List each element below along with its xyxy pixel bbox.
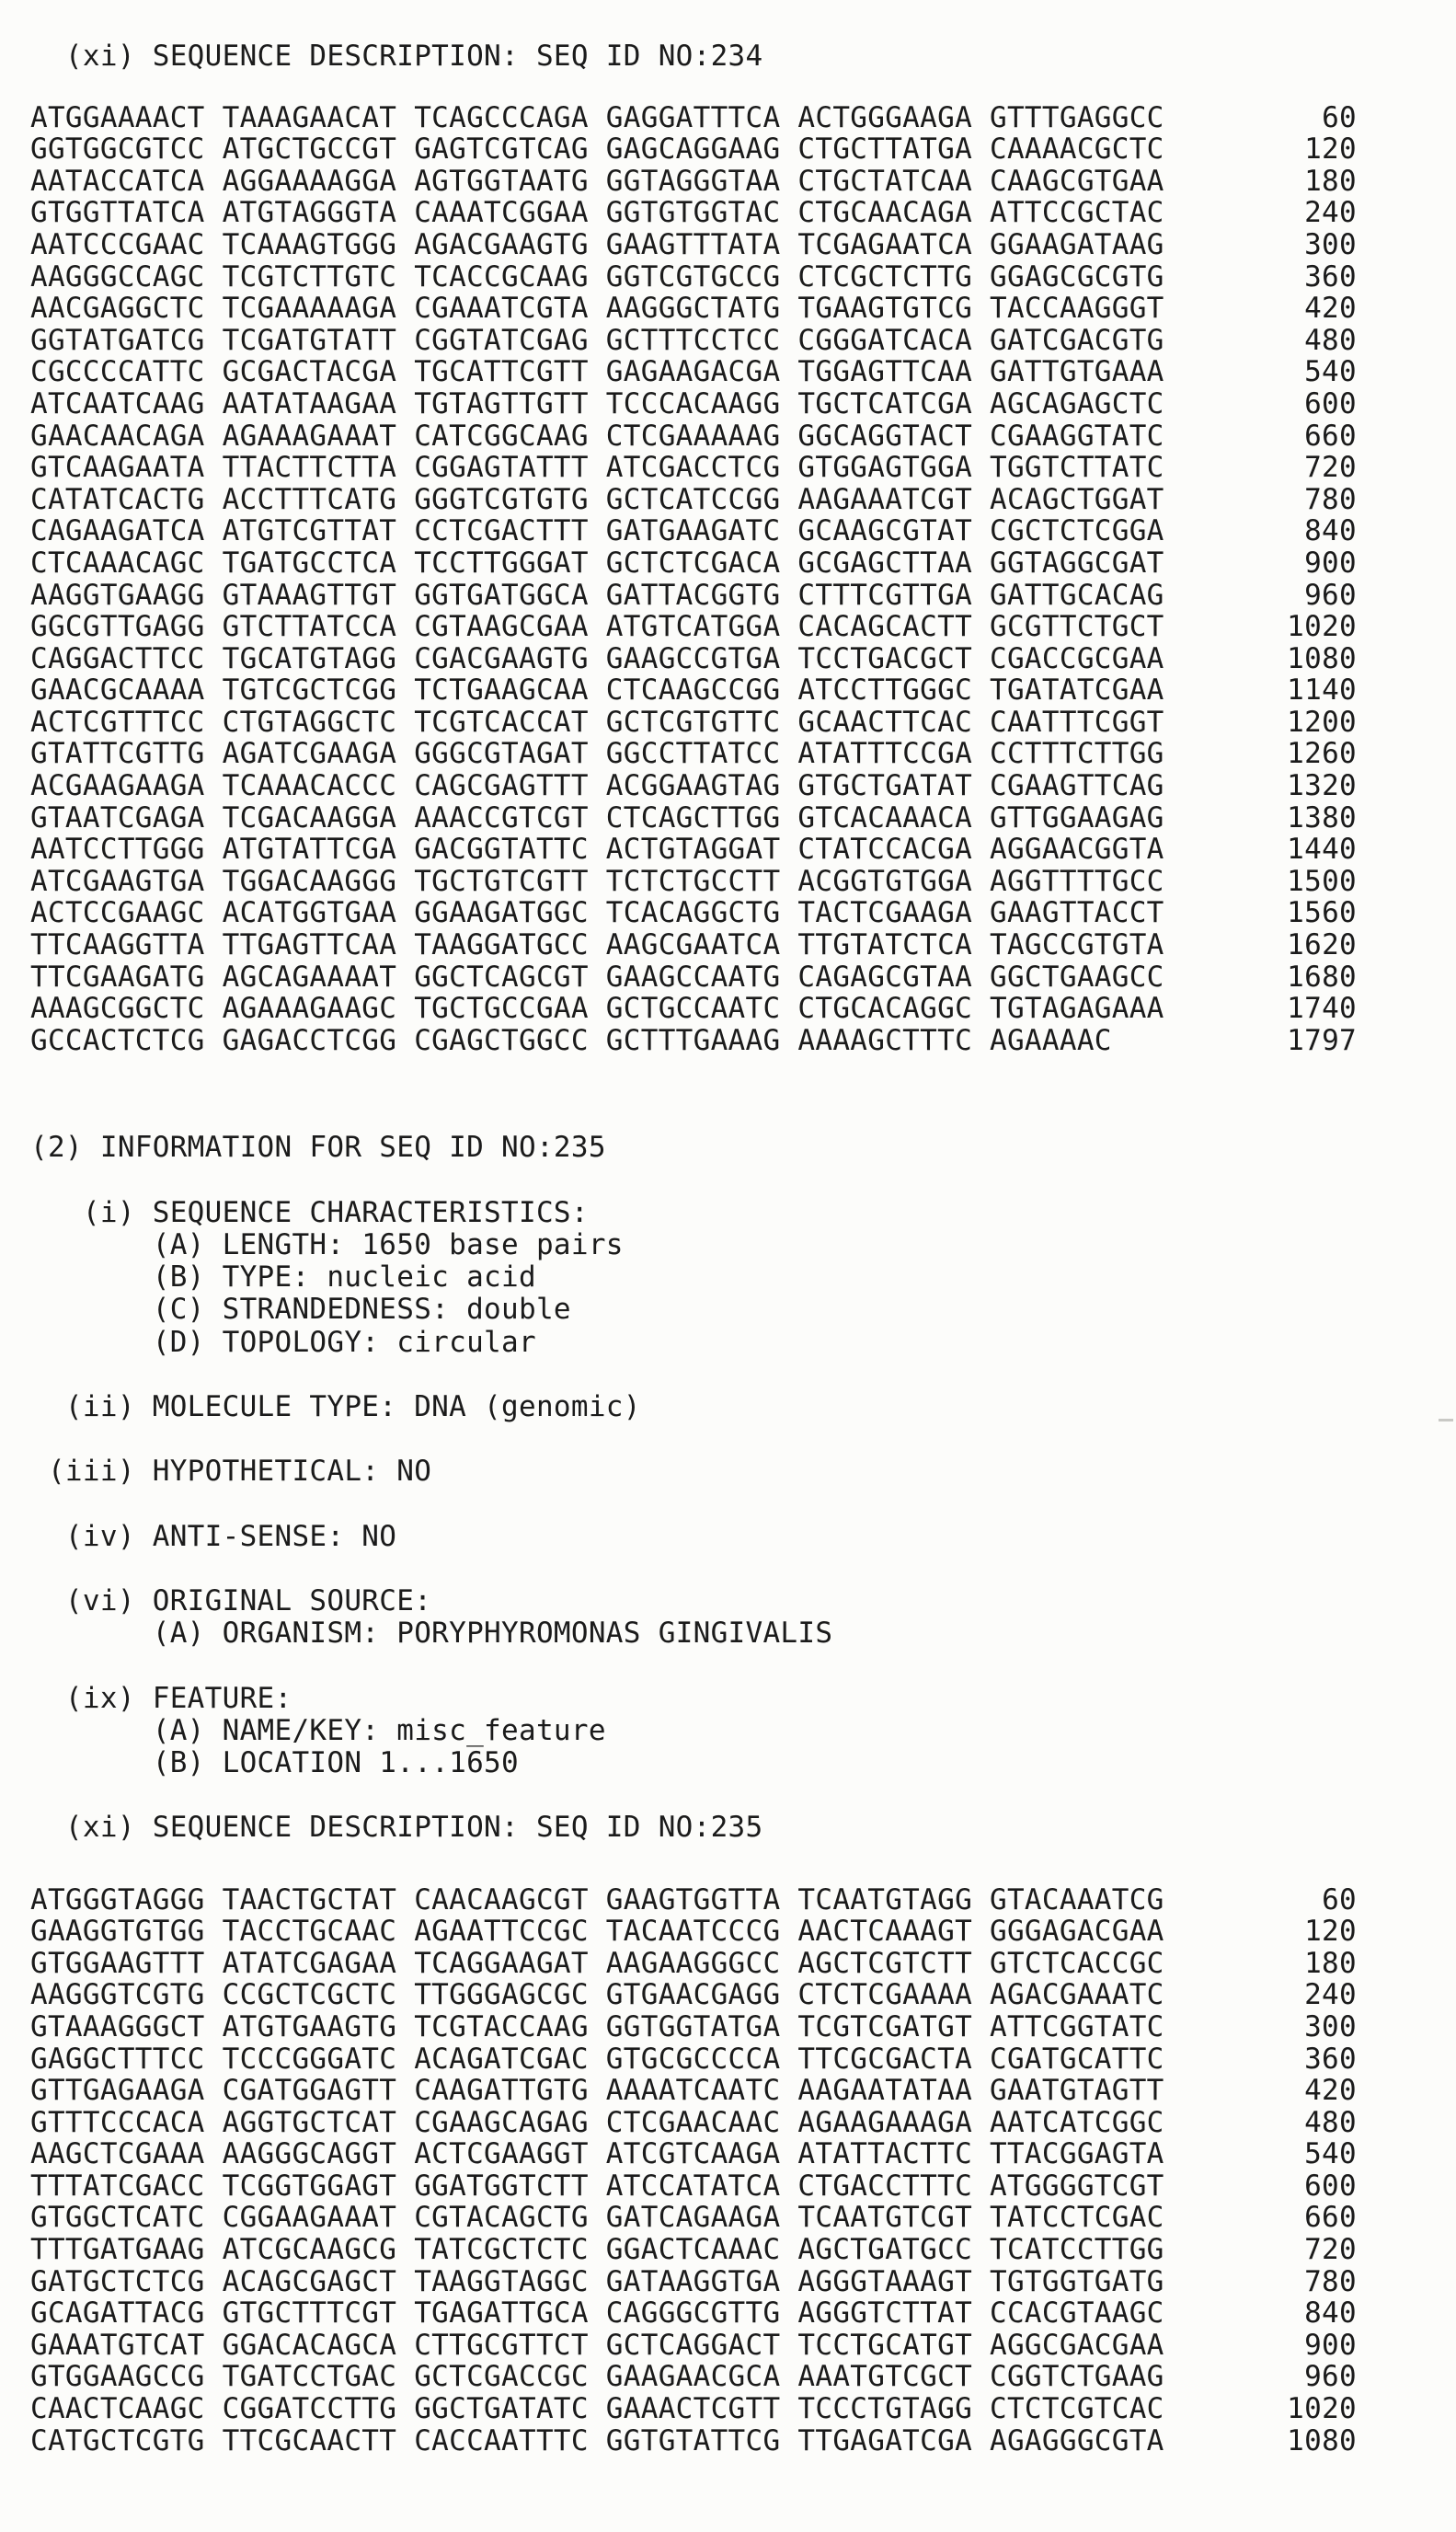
base-count: 1500 (1287, 864, 1357, 898)
sequence-bases: TTTATCGACC TCGGTGGAGT GGATGGTCTT ATCCATATCA CTGACCTTTC ATGGGGTCGT (30, 2169, 1164, 2203)
sequence-bases: TTCAAGGTTA TTGAGTTCAA TAAGGATGCC AAGCGAATCA TTGTATCTCA TAGCCGTGTA (30, 928, 1164, 962)
base-count: 240 (1304, 196, 1357, 230)
base-count: 480 (1304, 2105, 1357, 2139)
sequence-bases: GCCACTCTCG GAGACCTCGG CGAGCTGGCC GCTTTGAAAG AAAAGCTTTC AGAAAAC (30, 1023, 1112, 1057)
sequence-line (30, 197, 1357, 229)
sequence-bases: TTTGATGAAG ATCGCAAGCG TATCGCTCTC GGACTCAAAC AGCTGATGCC TCATCCTTGG (30, 2233, 1164, 2267)
info-line (30, 1553, 1357, 1585)
spacer (30, 73, 1357, 102)
sequence-line (30, 1884, 1357, 1916)
base-count: 1440 (1287, 833, 1357, 867)
sequence-line (30, 2425, 1357, 2457)
info-line (30, 1359, 1357, 1391)
sequence-line (30, 897, 1357, 929)
sequence-bases: GGCGTTGAGG GTCTTATCCA CGTAAGCGAA ATGTCATGGA CACAGCACTT GCGTTCTGCT (30, 610, 1164, 644)
base-count: 300 (1304, 227, 1357, 261)
sequence-line (30, 1025, 1357, 1057)
sequence-bases: AAGCTCGAAA AAGGGCAGGT ACTCGAAGGT ATCGTCAAGA ATATTACTTC TTACGGAGTA (30, 2137, 1164, 2171)
sequence-bases: AATACCATCA AGGAAAAGGA AGTGGTAATG GGTAGGGTAA CTGCTATCAA CAAGCGTGAA (30, 164, 1164, 198)
sequence-bases: AATCCTTGGG ATGTATTCGA GACGGTATTC ACTGTAGGAT CTATCCACGA AGGAACGGTA (30, 833, 1164, 867)
info-line: (C) STRANDEDNESS: double (30, 1293, 571, 1327)
base-count: 600 (1304, 2169, 1357, 2203)
sequence-line (30, 2075, 1357, 2107)
sequence-line (30, 707, 1357, 739)
sequence-line (30, 2393, 1357, 2425)
base-count: 1200 (1287, 705, 1357, 739)
base-count: 1560 (1287, 896, 1357, 930)
sequence-bases: GTAAAGGGCT ATGTGAAGTG TCGTACCAAG GGTGGTATGA TCGTCGATGT ATTCGGTATC (30, 2009, 1164, 2043)
base-count: 420 (1304, 292, 1357, 326)
sequence-line (30, 643, 1357, 675)
info-line: (B) TYPE: nucleic acid (30, 1260, 536, 1295)
sequence-line (30, 452, 1357, 484)
scan-artifact (1439, 1419, 1453, 1421)
sequence-bases: AAAGCGGCTC AGAAAGAAGC TGCTGCCGAA GCTGCCAATC CTGCACAGGC TGTAGAGAAA (30, 992, 1164, 1026)
sequence-bases: CAGAAGATCA ATGTCGTTAT CCTCGACTTT GATGAAGATC GCAAGCGTAT CGCTCTCGGA (30, 514, 1164, 548)
sequence-bases: ATCAATCAAG AATATAAGAA TGTAGTTGTT TCCCACAAGG TGCTCATCGA AGCAGAGCTC (30, 386, 1164, 420)
sequence-line (30, 2170, 1357, 2203)
info-line: (A) LENGTH: 1650 base pairs (30, 1227, 624, 1261)
info-line: (i) SEQUENCE CHARACTERISTICS: (30, 1195, 589, 1229)
sequence-bases: CAGGACTTCC TGCATGTAGG CGACGAAGTG GAAGCCGTGA TCCTGACGCT CGACCGCGAA (30, 641, 1164, 675)
sequence-line (30, 2011, 1357, 2043)
base-count: 660 (1304, 419, 1357, 453)
seq234-description-heading: (xi) SEQUENCE DESCRIPTION: SEQ ID NO:234 (30, 40, 763, 73)
sequence-line (30, 2361, 1357, 2393)
sequence-line (30, 388, 1357, 420)
sequence-line (30, 1948, 1357, 1980)
sequence-bases: GAAGGTGTGG TACCTGCAAC AGAATTCCGC TACAATCCCG AACTCAAAGT GGGAGACGAA (30, 1915, 1164, 1949)
sequence-line (30, 133, 1357, 166)
base-count: 360 (1304, 2042, 1357, 2076)
sequence-line (30, 1979, 1357, 2011)
sequence-bases: GTTTCCCACA AGGTGCTCAT CGAAGCAGAG CTCGAACAAC AGAAGAAAGA AATCATCGGC (30, 2105, 1164, 2139)
base-count: 180 (1304, 164, 1357, 198)
info-line: (B) LOCATION 1...1650 (30, 1745, 519, 1779)
sequence-bases: CTCAAACAGC TGATGCCTCA TCCTTGGGAT GCTCTCGACA GCGAGCTTAA GGTAGGCGAT (30, 546, 1164, 580)
sequence-line (30, 866, 1357, 898)
seq235-sequence-block (30, 1884, 1357, 2457)
info-line: (ix) FEATURE: (30, 1681, 292, 1715)
sequence-line (30, 929, 1357, 961)
sequence-bases: GTGGTTATCA ATGTAGGGTA CAAATCGGAA GGTGTGGTAC CTGCAACAGA ATTCCGCTAC (30, 196, 1164, 230)
sequence-bases: ACTCGTTTCC CTGTAGGCTC TCGTCACCAT GCTCGTGTTC GCAACTTCAC CAATTTCGGT (30, 705, 1164, 739)
sequence-line (30, 738, 1357, 770)
base-count: 60 (1322, 1882, 1357, 1916)
sequence-line (30, 2107, 1357, 2139)
info-line: (2) INFORMATION FOR SEQ ID NO:235 (30, 1131, 606, 1165)
base-count: 1620 (1287, 928, 1357, 962)
base-count: 120 (1304, 1915, 1357, 1949)
base-count: 900 (1304, 546, 1357, 580)
info-line (30, 1165, 1357, 1197)
base-count: 960 (1304, 578, 1357, 612)
base-count: 360 (1304, 259, 1357, 293)
base-count: 1020 (1287, 2392, 1357, 2426)
info-line: (vi) ORIGINAL SOURCE: (30, 1584, 432, 1618)
base-count: 1380 (1287, 800, 1357, 834)
sequence-line (30, 2234, 1357, 2266)
sequence-bases: GTGGAAGTTT ATATCGAGAA TCAGGAAGAT AAGAAGGGCC AGCTCGTCTT GTCTCACCGC (30, 1946, 1164, 1980)
sequence-line (30, 834, 1357, 866)
base-count: 1320 (1287, 769, 1357, 803)
sequence-line (30, 261, 1357, 293)
sequence-line (30, 580, 1357, 612)
seq235-information-section (30, 1132, 1357, 1844)
base-count: 180 (1304, 1946, 1357, 1980)
sequence-line (30, 2297, 1357, 2330)
sequence-line (30, 547, 1357, 580)
base-count: 1020 (1287, 610, 1357, 644)
base-count: 840 (1304, 514, 1357, 548)
base-count: 1797 (1287, 1023, 1357, 1057)
sequence-line (30, 1916, 1357, 1948)
sequence-bases: TTCGAAGATG AGCAGAAAAT GGCTCAGCGT GAAGCCAATG CAGAGCGTAA GGCTGAAGCC (30, 960, 1164, 994)
base-count: 780 (1304, 2264, 1357, 2298)
sequence-line (30, 2330, 1357, 2362)
info-line: (iv) ANTI-SENSE: NO (30, 1519, 397, 1553)
sequence-line (30, 484, 1357, 516)
sequence-line (30, 2202, 1357, 2234)
base-count: 1140 (1287, 673, 1357, 708)
base-count: 840 (1304, 2296, 1357, 2331)
base-count: 600 (1304, 386, 1357, 420)
sequence-line (30, 674, 1357, 707)
sequence-line (30, 961, 1357, 994)
info-line (30, 1423, 1357, 1456)
sequence-bases: AAGGTGAAGG GTAAAGTTGT GGTGATGGCA GATTACGGTG CTTTCGTTGA GATTGCACAG (30, 578, 1164, 612)
base-count: 1680 (1287, 960, 1357, 994)
info-line: (ii) MOLECULE TYPE: DNA (genomic) (30, 1389, 641, 1423)
sequence-bases: AAGGGCCAGC TCGTCTTGTC TCACCGCAAG GGTCGTGCCG CTCGCTCTTG GGAGCGCGTG (30, 259, 1164, 293)
sequence-line (30, 515, 1357, 547)
base-count: 60 (1322, 100, 1357, 134)
sequence-bases: ACTCCGAAGC ACATGGTGAA GGAAGATGGC TCACAGGCTG TACTCGAAGA GAAGTTACCT (30, 896, 1164, 930)
sequence-bases: ATGGAAAACT TAAAGAACAT TCAGCCCAGA GAGGATTTCA ACTGGGAAGA GTTTGAGGCC (30, 100, 1164, 134)
sequence-bases: GAACAACAGA AGAAAGAAAT CATCGGCAAG CTCGAAAAAG GGCAGGTACT CGAAGGTATC (30, 419, 1164, 453)
sequence-line (30, 356, 1357, 388)
sequence-bases: ATCGAAGTGA TGGACAAGGG TGCTGTCGTT TCTCTGCCTT ACGGTGTGGA AGGTTTTGCC (30, 864, 1164, 898)
sequence-bases: AACGAGGCTC TCGAAAAAGA CGAAATCGTA AAGGGCTATG TGAAGTGTCG TACCAAGGGT (30, 292, 1164, 326)
base-count: 1080 (1287, 641, 1357, 675)
sequence-bases: CATATCACTG ACCTTTCATG GGGTCGTGTG GCTCATCCGG AAGAAATCGT ACAGCTGGAT (30, 482, 1164, 516)
base-count: 240 (1304, 1978, 1357, 2012)
sequence-line (30, 229, 1357, 261)
base-count: 1260 (1287, 737, 1357, 771)
sequence-line (30, 2266, 1357, 2298)
sequence-bases: GATGCTCTCG ACAGCGAGCT TAAGGTAGGC GATAAGGTGA AGGGTAAAGT TGTGGTGATG (30, 2264, 1164, 2298)
sequence-line (30, 325, 1357, 357)
sequence-bases: CAACTCAAGC CGGATCCTTG GGCTGATATC GAAACTCGTT TCCCTGTAGG CTCTCGTCAC (30, 2392, 1164, 2426)
info-line (30, 1779, 1357, 1812)
sequence-bases: GTCAAGAATA TTACTTCTTA CGGAGTATTT ATCGACCTCG GTGGAGTGGA TGGTCTTATC (30, 451, 1164, 485)
sequence-bases: GCAGATTACG GTGCTTTCGT TGAGATTGCA CAGGGCGTTG AGGGTCTTAT CCACGTAAGC (30, 2296, 1164, 2331)
sequence-bases: ATGGGTAGGG TAACTGCTAT CAACAAGCGT GAAGTGGTTA TCAATGTAGG GTACAAATCG (30, 1882, 1164, 1916)
base-count: 480 (1304, 323, 1357, 357)
base-count: 780 (1304, 482, 1357, 516)
info-line: (xi) SEQUENCE DESCRIPTION: SEQ ID NO:235 (30, 1811, 763, 1845)
sequence-line (30, 102, 1357, 134)
sequence-line (30, 2138, 1357, 2170)
sequence-line (30, 770, 1357, 802)
sequence-bases: CGCCCCATTC GCGACTACGA TGCATTCGTT GAGAAGACGA TGGAGTTCAA GATTGTGAAA (30, 355, 1164, 389)
base-count: 300 (1304, 2009, 1357, 2043)
base-count: 120 (1304, 132, 1357, 167)
base-count: 1080 (1287, 2423, 1357, 2457)
info-line: (iii) HYPOTHETICAL: NO (30, 1455, 432, 1489)
sequence-bases: GAGGCTTTCC TCCCGGGATC ACAGATCGAC GTGCGCCCCA TTCGCGACTA CGATGCATTC (30, 2042, 1164, 2076)
spacer (30, 1845, 1357, 1884)
info-line (30, 1650, 1357, 1682)
sequence-line (30, 2043, 1357, 2076)
sequence-bases: GAAATGTCAT GGACACAGCA CTTGCGTTCT GCTCAGGACT TCCTGCATGT AGGCGACGAA (30, 2328, 1164, 2362)
sequence-bases: ACGAAGAAGA TCAAACACCC CAGCGAGTTT ACGGAAGTAG GTGCTGATAT CGAAGTTCAG (30, 769, 1164, 803)
sequence-line (30, 802, 1357, 834)
sequence-bases: AATCCCGAAC TCAAAGTGGG AGACGAAGTG GAAGTTTATA TCGAGAATCA GGAAGATAAG (30, 227, 1164, 261)
sequence-bases: CATGCTCGTG TTCGCAACTT CACCAATTTC GGTGTATTCG TTGAGATCGA AGAGGGCGTA (30, 2423, 1164, 2457)
sequence-bases: GTGGCTCATC CGGAAGAAAT CGTACAGCTG GATCAGAAGA TCAATGTCGT TATCCTCGAC (30, 2201, 1164, 2235)
sequence-bases: GTTGAGAAGA CGATGGAGTT CAAGATTGTG AAAATCAATC AAGAATATAA GAATGTAGTT (30, 2074, 1164, 2108)
seq234-sequence-block (30, 102, 1357, 1057)
base-count: 420 (1304, 2074, 1357, 2108)
sequence-bases: GTATTCGTTG AGATCGAAGA GGGCGTAGAT GGCCTTATCC ATATTTCCGA CCTTTCTTGG (30, 737, 1164, 771)
info-line: (D) TOPOLOGY: circular (30, 1325, 536, 1359)
sequence-line (30, 293, 1357, 325)
base-count: 1740 (1287, 992, 1357, 1026)
sequence-bases: GTAATCGAGA TCGACAAGGA AAACCGTCGT CTCAGCTTGG GTCACAAACA GTTGGAAGAG (30, 800, 1164, 834)
base-count: 660 (1304, 2201, 1357, 2235)
base-count: 900 (1304, 2328, 1357, 2362)
sequence-bases: GGTATGATCG TCGATGTATT CGGTATCGAG GCTTTCCTCC CGGGATCACA GATCGACGTG (30, 323, 1164, 357)
base-count: 540 (1304, 355, 1357, 389)
info-line: (A) ORGANISM: PORYPHYROMONAS GINGIVALIS (30, 1617, 833, 1651)
sequence-bases: GAACGCAAAA TGTCGCTCGG TCTGAAGCAA CTCAAGCCGG ATCCTTGGGC TGATATCGAA (30, 673, 1164, 708)
sequence-bases: GTGGAAGCCG TGATCCTGAC GCTCGACCGC GAAGAACGCA AAATGTCGCT CGGTCTGAAG (30, 2360, 1164, 2394)
sequence-line (30, 611, 1357, 643)
info-line (30, 1488, 1357, 1520)
sequence-line (30, 420, 1357, 453)
spacer (30, 1056, 1357, 1132)
sequence-line (30, 166, 1357, 198)
sequence-bases: GGTGGCGTCC ATGCTGCCGT GAGTCGTCAG GAGCAGGAAG CTGCTTATGA CAAAACGCTC (30, 132, 1164, 167)
info-line: (A) NAME/KEY: misc_feature (30, 1713, 606, 1747)
base-count: 960 (1304, 2360, 1357, 2394)
base-count: 540 (1304, 2137, 1357, 2171)
base-count: 720 (1304, 2233, 1357, 2267)
base-count: 720 (1304, 451, 1357, 485)
sequence-line (30, 993, 1357, 1025)
sequence-bases: AAGGGTCGTG CCGCTCGCTC TTGGGAGCGC GTGAACGAGG CTCTCGAAAA AGACGAAATC (30, 1978, 1164, 2012)
